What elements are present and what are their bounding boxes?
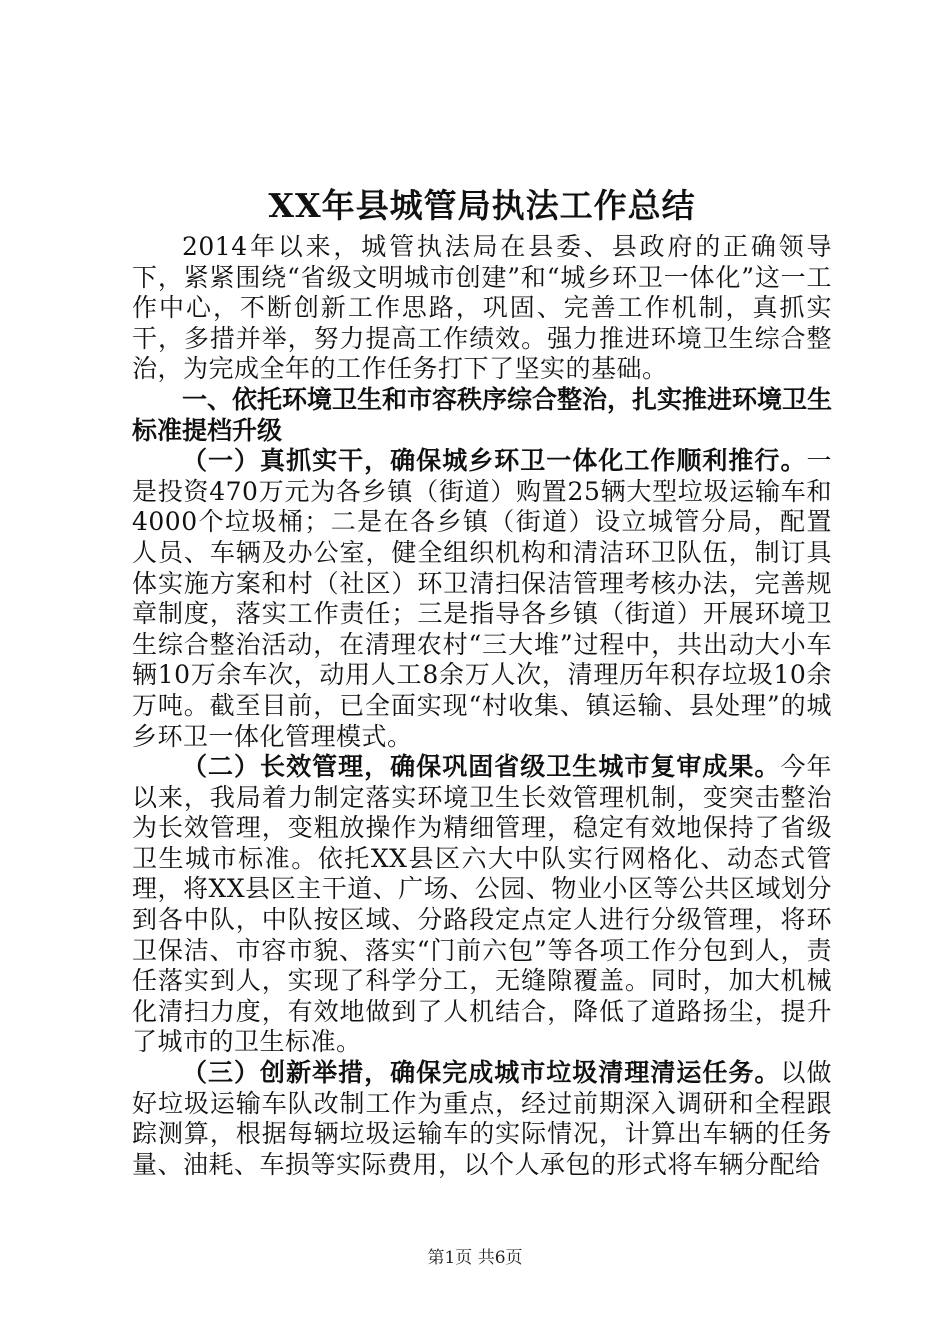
document-title: XX年县城管局执法工作总结: [268, 186, 696, 225]
item-body-2: 今年以来，我局着力制定落实环境卫生长效管理机制，变突击整治为长效管理，变粗放操作为精细管理，稳定有效地保持了省级卫生城市标准。依托XX县区六大中队实行网格化、动态式管理，将XX县区主干道、广场、公园、物业小区等公共区域划分到各中队，中队按区域、分路段定点定人进行分级管理，将环卫保洁、市容市貌、落实“门前六包”等各项工作分包到人，责任落实到人，实现了科学分工，无缝隙覆盖。同时，加大机械化清扫力度，有效地做到了人机结合，降低了道路扬尘，提升了城市的卫生标准。: [132, 752, 832, 1057]
page-footer: 第1页 共6页: [427, 1248, 523, 1268]
item-lead-2: （二）长效管理，确保巩固省级卫生城市复审成果。: [182, 752, 781, 782]
section-heading: 一、依托环境卫生和市容秩序综合整治，扎实推进环境卫生标准提档升级: [132, 384, 833, 445]
item-paragraph-1: [132, 446, 832, 752]
item-lead-1: （一）真抓实干，确保城乡环卫一体化工作顺利推行。: [182, 446, 807, 476]
item-body-1: 一是投资470万元为各乡镇（街道）购置25辆大型垃圾运输车和4000个垃圾桶；二是在各乡镇（街道）设立城管分局，配置人员、车辆及办公室，健全组织机构和清洁环卫队伍，制订具体实施方案和村（社区）环卫清扫保洁管理考核办法，完善规章制度，落实工作责任；三是指导各乡镇（街道）开展环境卫生综合整治活动，在清理农村“三大堆”过程中，共出动大小车辆10万余车次，动用人工8余万人次，清理历年积存垃圾10余万吨。截至目前，已全面实现“村收集、镇运输、县处理”的城乡环卫一体化管理模式。: [132, 446, 832, 751]
document-body: [132, 186, 832, 1180]
item-lead-3: （三）创新举措，确保完成城市垃圾清理清运任务。: [182, 1058, 781, 1088]
item-paragraph-2: [132, 752, 832, 1058]
item-body-3: 以做好垃圾运输车队改制工作为重点，经过前期深入调研和全程跟踪测算，根据每辆垃圾运输车的实际情况，计算出车辆的任务量、油耗、车损等实际费用，以个人承包的形式将车辆分配给: [132, 1058, 832, 1179]
item-paragraph-3: [132, 1058, 832, 1180]
intro-paragraph: 2014年以来，城管执法局在县委、县政府的正确领导下，紧紧围绕“省级文明城市创建”和“城乡环卫一体化”这一工作中心，不断创新工作思路，巩固、完善工作机制，真抓实干，多措并举，努力提高工作绩效。强力推进环境卫生综合整治，为完成全年的工作任务打下了坚实的基础。: [132, 232, 832, 384]
